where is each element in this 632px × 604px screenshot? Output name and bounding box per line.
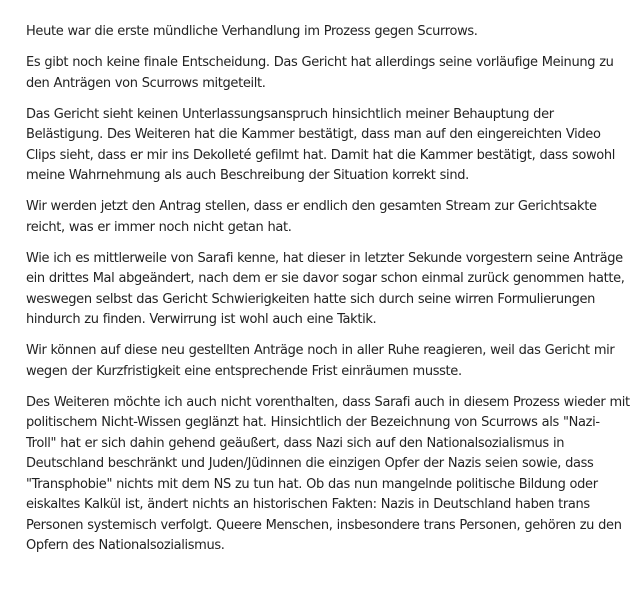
paragraph-7 bbox=[26, 393, 630, 557]
text-line: reicht, was er immer noch nicht getan hat. bbox=[26, 219, 292, 235]
text-line: Personen systemisch verfolgt. Queere Menschen, insbesondere trans Personen, gehören zu den bbox=[26, 517, 622, 533]
text-line: hindurch zu finden. Verwirrung ist wohl auch eine Taktik. bbox=[26, 312, 377, 327]
paragraph-5 bbox=[26, 249, 625, 331]
paragraph-1 bbox=[26, 22, 620, 43]
text-line: Des Weiteren möchte ich auch nicht vorenthalten, dass Sarafi auch in diesem Prozess wieder mit bbox=[26, 394, 630, 410]
paragraph-2 bbox=[26, 53, 620, 94]
text-line: eiskaltes Kalkül ist, ändert nichts an historischen Fakten: Nazis in Deutschland haben trans bbox=[26, 497, 590, 512]
text-line: Wir werden jetzt den Antrag stellen, dass er endlich den gesamten Stream zur Gerichtsakte bbox=[26, 199, 597, 214]
document-body bbox=[26, 22, 630, 557]
text-line: wegen der Kurzfristigkeit eine entsprechende Frist einräumen musste. bbox=[26, 363, 462, 379]
text-line: Es gibt noch keine finale Entscheidung. Das Gericht hat allerdings seine vorläufige Meinung zu bbox=[26, 55, 614, 70]
text-line: Wie ich es mittlerweile von Sarafi kenne, hat dieser in letzter Sekunde vorgestern seine Anträge bbox=[26, 250, 623, 266]
paragraph-4 bbox=[26, 197, 620, 238]
text-line: den Anträgen von Scurrows mitgeteilt. bbox=[26, 75, 266, 91]
text-line: Deutschland beschränkt und Juden/Jüdinnen die einzigen Opfer der Nazis seien sowie, dass bbox=[26, 456, 594, 471]
paragraph-3 bbox=[26, 105, 620, 187]
text-line: Troll" hat er sich dahin gehend geäußert, dass Nazi sich auf den Nationalsozialismus in bbox=[26, 435, 565, 451]
text-line: Heute war die erste mündliche Verhandlung im Prozess gegen Scurrows. bbox=[26, 24, 478, 39]
text-line: politischem Nicht-Wissen geglänzt hat. Hinsichtlich der Bezeichnung von Scurrows als "Nazi- bbox=[26, 415, 600, 430]
text-line: Opfern des Nationalsozialismus. bbox=[26, 538, 225, 553]
text-line: ein drittes Mal abgeändert, nach dem er sie davor sogar schon einmal zurück genommen hatte, bbox=[26, 271, 625, 286]
text-line: "Transphobie" nichts mit dem NS zu tun hat. Ob das nun mangelnde politische Bildung oder bbox=[26, 476, 598, 492]
text-line: Belästigung. Des Weiteren hat die Kammer bestätigt, dass man auf den eingereichten Video bbox=[26, 127, 601, 142]
paragraph-6 bbox=[26, 341, 620, 382]
text-line: weswegen selbst das Gericht Schwierigkeiten hatte sich durch seine wirren Formulierungen bbox=[26, 291, 596, 307]
text-line: Das Gericht sieht keinen Unterlassungsanspruch hinsichtlich meiner Behauptung der bbox=[26, 106, 554, 122]
text-line: Wir können auf diese neu gestellten Anträge noch in aller Ruhe reagieren, weil das Gericht mir bbox=[26, 343, 615, 358]
text-line: Clips sieht, dass er mir ins Dekolleté gefilmt hat. Damit hat die Kammer bestätigt, dass sowohl bbox=[26, 147, 616, 163]
text-line: meine Wahrnehmung als auch Beschreibung der Situation korrekt sind. bbox=[26, 168, 469, 183]
